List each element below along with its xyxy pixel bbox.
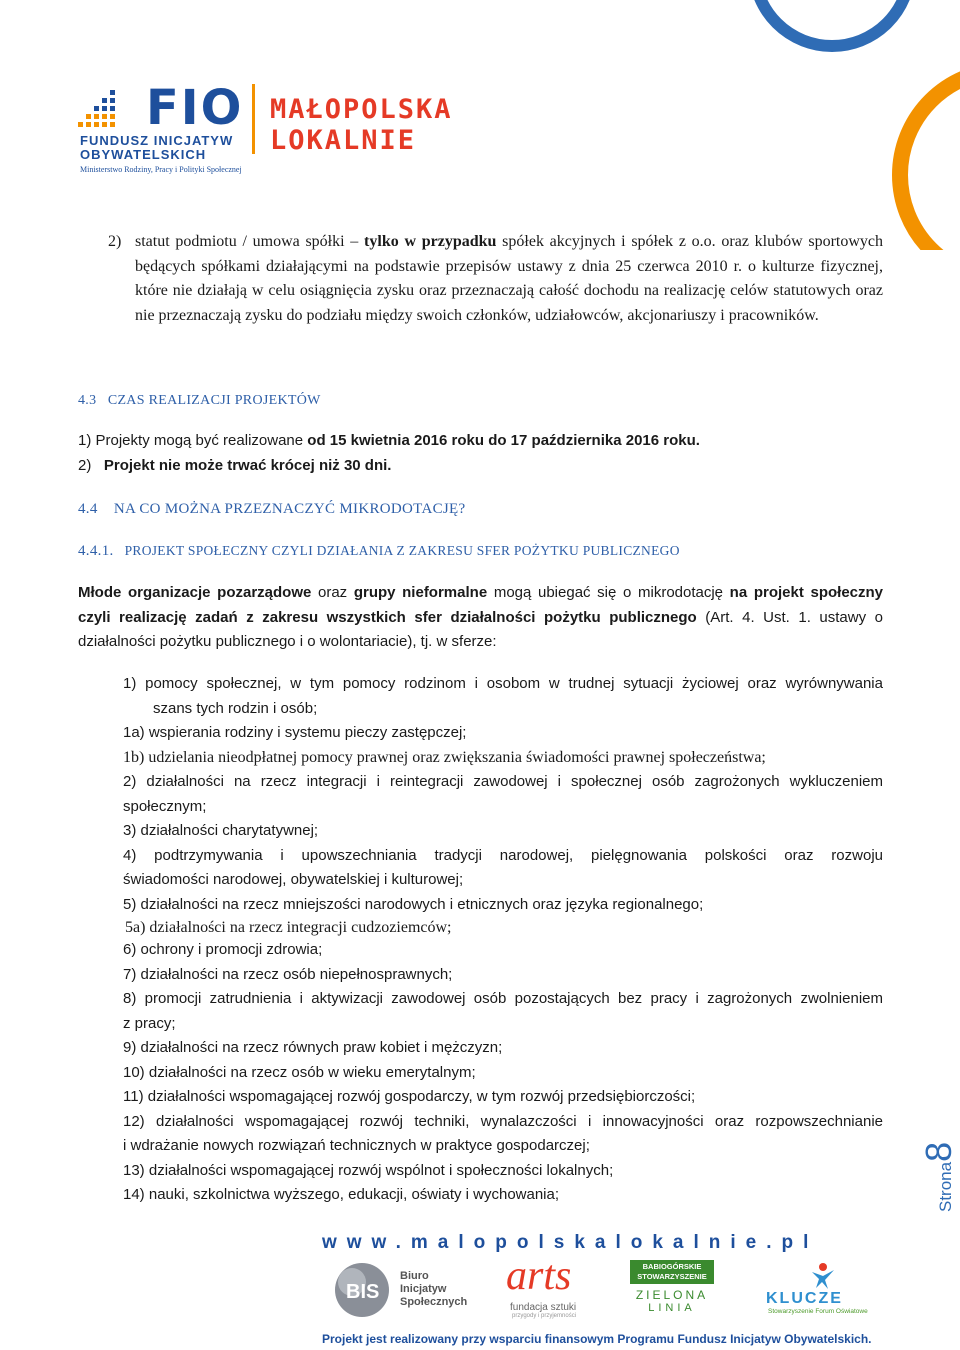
list-item: 13) działalności wspomagającej rozwój wspólnot i społeczności lokalnych; [123,1161,614,1179]
zielona-linia-logo [630,1260,714,1322]
ministry-text: Ministerstwo Rodziny, Pracy i Polityki Społecznej [80,165,242,174]
fio-dots-logo [78,82,138,134]
section-number: 4.4 [78,501,98,517]
zl-top1: BABIOGÓRSKIE [642,1262,702,1271]
section-4-4-1-heading [78,543,680,560]
statute-item-text [135,230,883,328]
list-item: 3) działalności charytatywnej; [123,822,319,839]
fio-line1: FUNDUSZ INICJATYW [80,133,234,148]
section-4-3-item1 [78,429,888,454]
list-item: 1b) udzielania nieodpłatnej pomocy prawnej oraz zwiększania świadomości prawnej społeczeństwa; [123,748,766,766]
intro-t2: mogą ubiegać się o mikrodotację [487,584,730,601]
item1-pre: 1) Projekty mogą być realizowane [78,432,308,449]
list-item: 12) działalności wspomagającej rozwój techniki, wynalazczości i innowacyjności oraz rozpowszechnianie [123,1112,883,1130]
item2-number: 2) [78,457,92,474]
orange-ring [900,70,960,250]
list-item: 7) działalności na rzecz osób niepełnosprawnych; [123,965,453,983]
list-item: szans tych rodzin i osób; [153,699,318,717]
intro-paragraph [78,581,883,655]
bis-name [400,1270,467,1309]
section-number: 4.4.1. [78,543,114,559]
bis-letters: BIS [346,1281,380,1303]
list-item: 1) pomocy społecznej, w tym pomocy rodzinom i osobom w trudnej sytuacji życiowej oraz wyrównywania [123,675,883,692]
klucze-sub: Stowarzyszenie Forum Oświatowe [768,1308,868,1315]
bis-name-2: Inicjatyw [400,1283,447,1295]
intro-b2: grupy nieformalne [353,584,488,601]
list-item: 5) działalności na rzecz mniejszości narodowych i etnicznych oraz języka regionalnego; [123,895,704,913]
section-4-3-item2 [78,454,391,479]
list-item: z pracy; [123,1014,176,1032]
section-title: CZAS REALIZACJI PROJEKTÓW [107,393,321,408]
zl-bottom: LINIA [648,1302,696,1314]
blue-ring [754,0,910,46]
malopolska-line1: MAŁOPOLSKA [270,94,453,125]
bis-name-1: Biuro [400,1270,429,1282]
list-item: 1a) wspierania rodziny i systemu pieczy zastępczej; [123,724,467,741]
list-item: 8) promocji zatrudnienia i aktywizacji zawodowej osób pozostających bez pracy i zagrożonych zwolnieniem [123,990,883,1007]
section-title: PROJEKT SPOŁECZNY CZYLI DZIAŁANIA Z ZAKRESU SFER POŻYTKU PUBLICZNEGO [124,543,680,558]
list-item: 10) działalności na rzecz osób w wieku emerytalnym; [123,1063,476,1081]
list-item: 5a) działalności na rzecz integracji cudzoziemców; [125,919,452,936]
list-item: 6) ochrony i promocji zdrowia; [123,941,323,958]
arts-sub2: przygody i przyjemności [512,1313,577,1319]
bis-logo-icon [330,1260,400,1322]
fio-title: FIO [146,80,244,136]
fio-line2: OBYWATELSKICH [80,147,207,162]
list-item: 11) działalności wspomagającej rozwój gospodarczy, w tym rozwój przedsiębiorczości; [123,1088,696,1105]
intro-t1: oraz [311,584,354,601]
statute-item-number: 2) [108,233,122,250]
zl-mid: ZIELONA [635,1288,709,1302]
bis-name-3: Społecznych [400,1296,468,1308]
page-digit: 8 [918,1141,959,1162]
section-4-4-heading [78,501,465,518]
section-4-3-heading [78,393,321,409]
list-item: 14) nauki, szkolnictwa wyższego, edukacji, oświaty i wychowania; [123,1186,560,1203]
decorative-rings [740,0,960,250]
list-item: 4) podtrzymywania i upowszechniania tradycji narodowej, pielęgnowania polskości oraz rozwoju [123,846,883,864]
header-divider [252,84,255,154]
klucze-figure-icon [808,1262,838,1290]
statute-pre: statut podmiotu / umowa spółki – [135,233,359,250]
list-item: społecznym; [123,797,207,815]
intro-b1: Młode organizacje pozarządowe [78,584,312,601]
intro-b3: na projekt społeczny czyli realizację zadań z zakresu wszystkich sfer działalności pożytku publicznego [78,584,884,626]
statute-post: spółek akcyjnych i spółek z o.o. oraz klubów sportowych będących spółkami działającymi na podstawie przepisów ustawy z dnia 25 czerwca 2010 r. o kulturze fizycznej, które nie działają w celu osiągnięcia zysku oraz przeznaczają całość dochodu na realizację celów statutowych oraz nie przeznaczają zysku do podziału między swoich członków, udziałowców, akcjonariuszy i pracowników. [135,233,884,324]
intro-t4: w sferze: [432,633,497,650]
intro-t3: (Art. 4. Ust. 1. ustawy o działalności pożytku publicznego i o wolontariacie), tj. [78,608,883,650]
section-title: NA CO MOŻNA PRZEZNACZYĆ MIKRODOTACJĘ? [113,501,466,517]
zl-top [630,1260,714,1284]
klucze-name: KLUCZE [766,1290,843,1307]
list-item: świadomości narodowej, obywatelskiej i kulturowej; [123,871,464,888]
website-url[interactable]: www.malopolskalokalnie.pl [322,1232,819,1253]
page-label: Strona [936,1161,955,1212]
item2-bold: Projekt nie może trwać krócej niż 30 dni. [103,457,392,474]
statute-bold: tylko w przypadku [364,233,497,250]
zl-top2: STOWARZYSZENIE [637,1272,707,1281]
section-number: 4.3 [78,393,97,408]
list-item: i wdrażanie nowych rozwiązań technicznych w praktyce gospodarczej; [123,1137,590,1154]
list-item: 9) działalności na rzecz równych praw kobiet i mężczyzn; [123,1039,503,1056]
spheres-list [123,672,883,1208]
arts-sub: fundacja sztuki [510,1302,577,1313]
malopolska-line2: LOKALNIE [270,125,417,156]
arts-logo: arts [506,1253,572,1299]
list-item: 2) działalności na rzecz integracji i reintegracji zawodowej i społecznej osób zagrożonych wykluczeniem [123,773,883,790]
item1-bold: od 15 kwietnia 2016 roku do 17 października 2016 roku. [307,432,700,449]
funding-note: Projekt jest realizowany przy wsparciu finansowym Programu Fundusz Inicjatyw Obywatelskich. [322,1332,872,1346]
